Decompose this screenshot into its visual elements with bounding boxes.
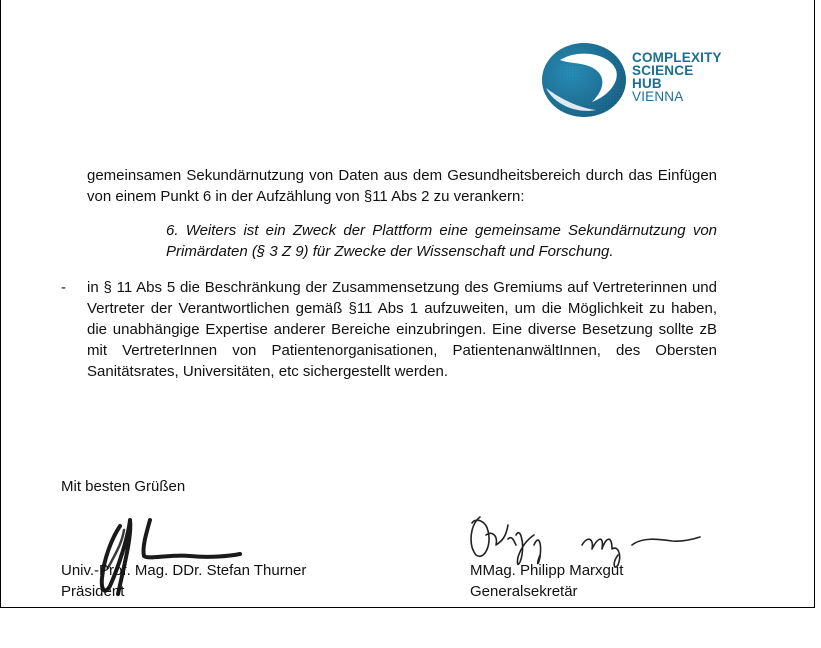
right-signatory-title: Generalsekretär (470, 583, 578, 600)
logo-swirl-icon (540, 40, 628, 120)
page-edge-bottom (0, 608, 821, 648)
quoted-amendment: 6. Weiters ist ein Zweck der Plattform eine gemeinsame Sekundärnutzung von Primärdaten (§ 3 Z 9) für Zwecke der Wissenschaft und Forschung. (166, 222, 717, 260)
intro-paragraph: gemeinsamen Sekundärnutzung von Daten aus dem Gesundheitsbereich durch das Einfügen von einem Punkt 6 in der Aufzählung von §11 Abs 2 zu verankern: (87, 167, 717, 205)
right-signatory-name: MMag. Philipp Marxgut (470, 562, 624, 579)
bullet-marker: - (61, 279, 66, 296)
logo-line-3: HUB (632, 76, 662, 91)
complexity-science-hub-logo (540, 40, 740, 120)
logo-line-1: COMPLEXITY (632, 50, 722, 65)
logo-wordmark (632, 51, 722, 103)
logo-line-2: SCIENCE (632, 63, 694, 78)
bullet-paragraph: in § 11 Abs 5 die Beschränkung der Zusammensetzung des Gremiums auf Vertreterinnen und Vertreter der Verantwortlichen gemäß §11 Abs 1 aufzuweiten, um die Möglichkeit zu haben, die unabhängige Expertise anderer Bereiche einzubringen. Eine diverse Besetzung sollte zB mit VertreterInnen von Patientenorganisationen, PatientenanwältInnen, des Obersten Sanitätsrates, Universitäten, etc sichergestellt werden. (87, 279, 717, 380)
closing-greeting: Mit besten Grüßen (61, 478, 186, 495)
logo-line-4: VIENNA (632, 89, 684, 104)
left-signatory-name: Univ.-Prof. Mag. DDr. Stefan Thurner (61, 562, 307, 579)
page-edge-right (815, 0, 821, 648)
left-signatory-title: Präsident (61, 583, 125, 600)
